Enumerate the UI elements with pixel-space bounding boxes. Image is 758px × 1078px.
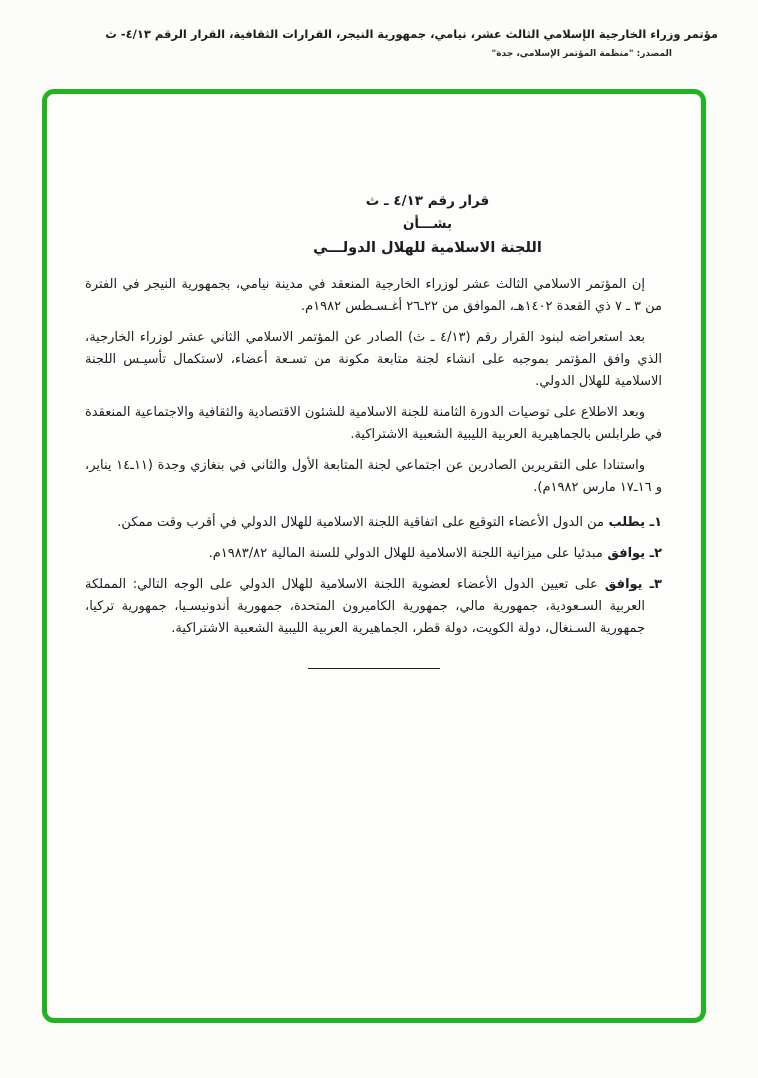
preamble-paragraph: وبعد الاطلاع على توصيات الدورة الثامنة للجنة الاسلامية للشئون الاقتصادية والثقافية والاجتماعية المنعقدة في طرابلس بالجماهيرية العربية الليبية الشعبية الاشتراكية. (85, 405, 662, 442)
preamble-paragraph: بعد استعراضه لبنود القرار رقم (٤/١٣ ـ ث) الصادر عن المؤتمر الاسلامي الثاني عشر لوزراء الخارجية، الذي وافق المؤتمر بموجبه على انشاء لجنة متابعة مكونة من تسـعة أعضاء، لاستكمال تأسيـس اللجنة الاسلامية للهلال الدولي. (85, 330, 662, 389)
resolution-subject: اللجنة الاسلامية للهلال الدولـــي (313, 240, 542, 256)
regarding-word: بشـــأن (402, 216, 453, 232)
header-citation: مؤتمر وزراء الخارجية الإسلامي الثالث عشر، نيامي، جمهورية النيجر، القرارات الثقافية، القرار الرقم ٤/١٣- ث (105, 27, 718, 41)
preamble-paragraphs (85, 274, 662, 499)
operative-items (85, 512, 662, 640)
operative-item (85, 543, 662, 565)
preamble-paragraph: واستنادا على التقريرين الصادرين عن اجتماعي لجنة المتابعة الأول والثاني في بنغازي وجدة (١١ـ١٤ يناير، و ١٦ـ١٧ مارس ١٩٨٢م). (85, 458, 662, 495)
header-source: المصدر: "منظمة المؤتمر الإسلامي، جدة" (491, 49, 672, 59)
item-number: ٢ـ (645, 546, 662, 561)
preamble-paragraph: إن المؤتمر الاسلامي الثالث عشر لوزراء الخارجية المنعقد في مدينة نيامي، بجمهورية النيجر في الفترة من ٣ ـ ٧ ذي القعدة ١٤٠٢هـ، الموافق من ٢٢ـ٢٦ أغـسـطس ١٩٨٢م. (85, 277, 662, 314)
operative-item (85, 574, 662, 640)
resolution-number: قرار رقم ٤/١٣ ـ ث (365, 193, 490, 209)
item-text: مبدئيا على ميزانية اللجنة الاسلامية للهلال الدولي للسنة المالية ١٩٨٣/٨٢م. (208, 546, 603, 561)
item-number: ٣ـ (642, 577, 662, 592)
item-lead-word: يطلب (603, 515, 646, 530)
item-lead-word: يوافق (602, 546, 646, 561)
operative-item (85, 512, 662, 534)
resolution-document (47, 94, 701, 669)
document-frame (42, 89, 706, 1023)
end-divider (308, 668, 440, 669)
item-lead-word: يوافق (597, 577, 643, 592)
item-text: على تعيين الدول الأعضاء لعضوية اللجنة الاسلامية للهلال الدولي على الوجه التالي: المملكة العربية السـعودية، جمهورية مالي، جمهورية الكاميرون المتحدة، جمهورية أندونيسـيا، جمهورية تركيا، جمهورية السـنغال، دولة الكويت، دولة قطر، الجماهيرية العربية الليبية الشعبية الاشتراكية. (85, 577, 645, 636)
title-block (139, 190, 716, 260)
item-text: من الدول الأعضاء التوقيع على اتفاقية اللجنة الاسلامية للهلال الدولي في أقرب وقت ممكن. (117, 515, 604, 530)
item-number: ١ـ (645, 515, 662, 530)
